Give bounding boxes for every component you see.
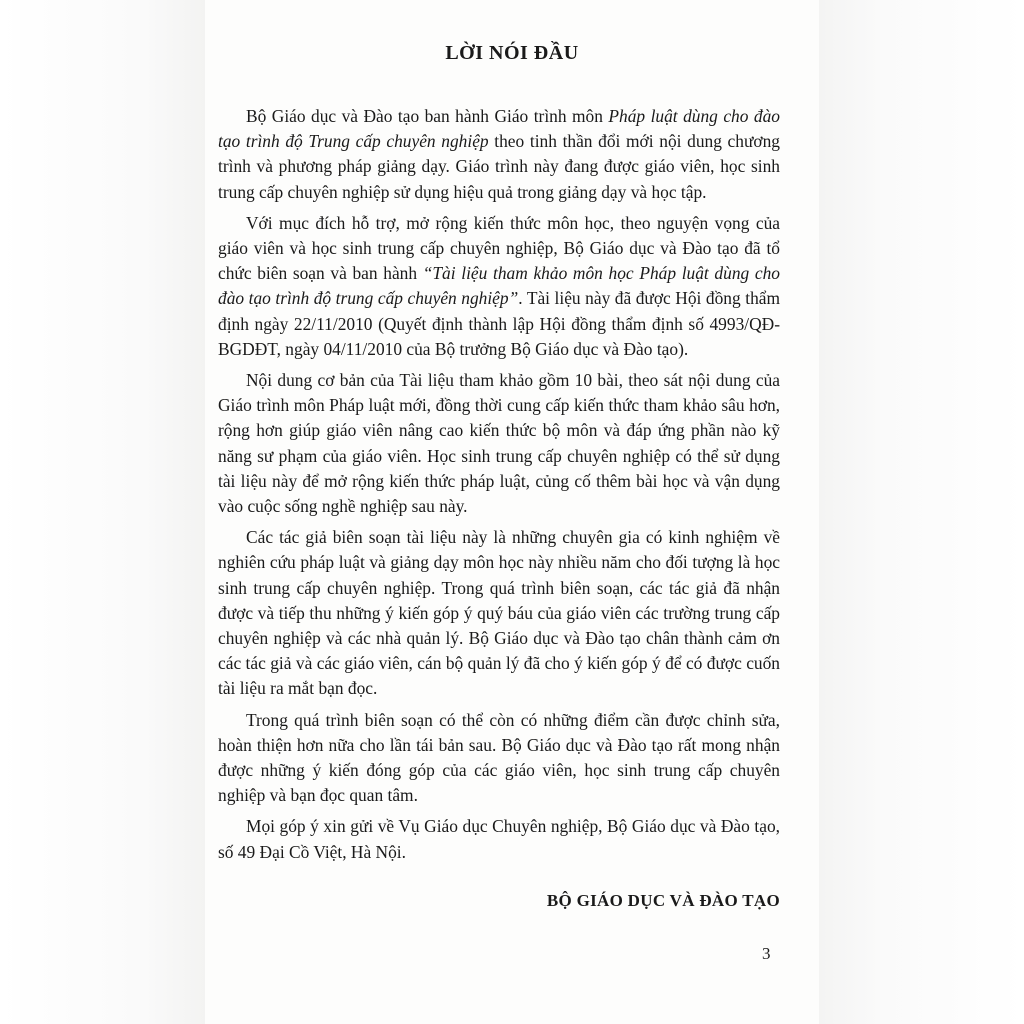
paragraph-2-italic-title: “Tài liệu tham khảo môn học Pháp luật dùng cho đào tạo trình độ trung cấp chuyên nghiệp” [218,263,780,309]
page-number: 3 [762,944,771,963]
paragraph-1-italic-title: Pháp luật dùng cho đào tạo trình độ Trung cấp chuyên nghiệp [218,106,780,152]
paragraph-5: Trong quá trình biên soạn có thể còn có những điểm cần được chỉnh sửa, hoàn thiện hơn nữa cho lần tái bản sau. Bộ Giáo dục và Đào tạo rất mong nhận được những ý kiến đóng góp của các giáo viên, học sinh trung cấp chuyên nghiệp và bạn đọc quan tâm. [218,709,780,806]
paragraph-2-text-a: Với mục đích hỗ trợ, mở rộng kiến thức môn học, theo nguyện vọng của giáo viên và học sinh trung cấp chuyên nghiệp, Bộ Giáo dục và Đào tạo đã tổ chức biên soạn và ban hành [218,212,780,284]
body-text [218,104,780,871]
paragraph-1-text-c: theo tinh thần đổi mới nội dung chương trình và phương pháp giảng dạy. Giáo trình này đang được giáo viên, học sinh trung cấp chuyên nghiệp sử dụng hiệu quả trong giảng dạy và học tập. [218,131,780,202]
paragraph-3: Nội dung cơ bản của Tài liệu tham khảo gồm 10 bài, theo sát nội dung của Giáo trình môn Pháp luật mới, đồng thời cung cấp kiến thức tham khảo sâu hơn, rộng hơn giúp giáo viên nâng cao kiến thức bộ môn và đáp ứng phần nào kỹ năng sư phạm của giáo viên. Học sinh trung cấp chuyên nghiệp có thể sử dụng tài liệu này để mở rộng kiến thức pháp luật, củng cố thêm bài học và vận dụng vào cuộc sống nghề nghiệp sau này. [218,370,780,517]
page-margin-left [0,0,205,1024]
paragraph-1-text-a: Bộ Giáo dục và Đào tạo ban hành Giáo trình môn [246,106,609,126]
paragraph-4: Các tác giả biên soạn tài liệu này là những chuyên gia có kinh nghiệm về nghiên cứu pháp luật và giảng dạy môn học này nhiều năm cho đối tượng là học sinh trung cấp chuyên nghiệp. Trong quá trình biên soạn, các tác giả đã nhận được và tiếp thu những ý kiến góp ý quý báu của giáo viên các trường trung cấp chuyên nghiệp và các nhà quản lý. Bộ Giáo dục và Đào tạo chân thành cảm ơn các tác giả và các giáo viên, cán bộ quản lý đã cho ý kiến góp ý để có được cuốn tài liệu ra mắt bạn đọc. [218,527,780,699]
paragraph-1 [218,104,780,205]
paragraph-2 [218,211,780,362]
page-margin-right [819,0,1024,1024]
page-title: LỜI NÓI ĐẦU [445,42,579,64]
signature: BỘ GIÁO DỤC VÀ ĐÀO TẠO [546,891,780,910]
paragraph-6: Mọi góp ý xin gửi về Vụ Giáo dục Chuyên nghiệp, Bộ Giáo dục và Đào tạo, số 49 Đại Cồ Việt, Hà Nội. [218,816,780,862]
paragraph-2-text-c: . Tài liệu này đã được Hội đồng thẩm định ngày 22/11/2010 (Quyết định thành lập Hội đồng thẩm định số 4993/QĐ-BGDĐT, ngày 04/11/2010 của Bộ trưởng Bộ Giáo dục và Đào tạo). [218,288,781,359]
